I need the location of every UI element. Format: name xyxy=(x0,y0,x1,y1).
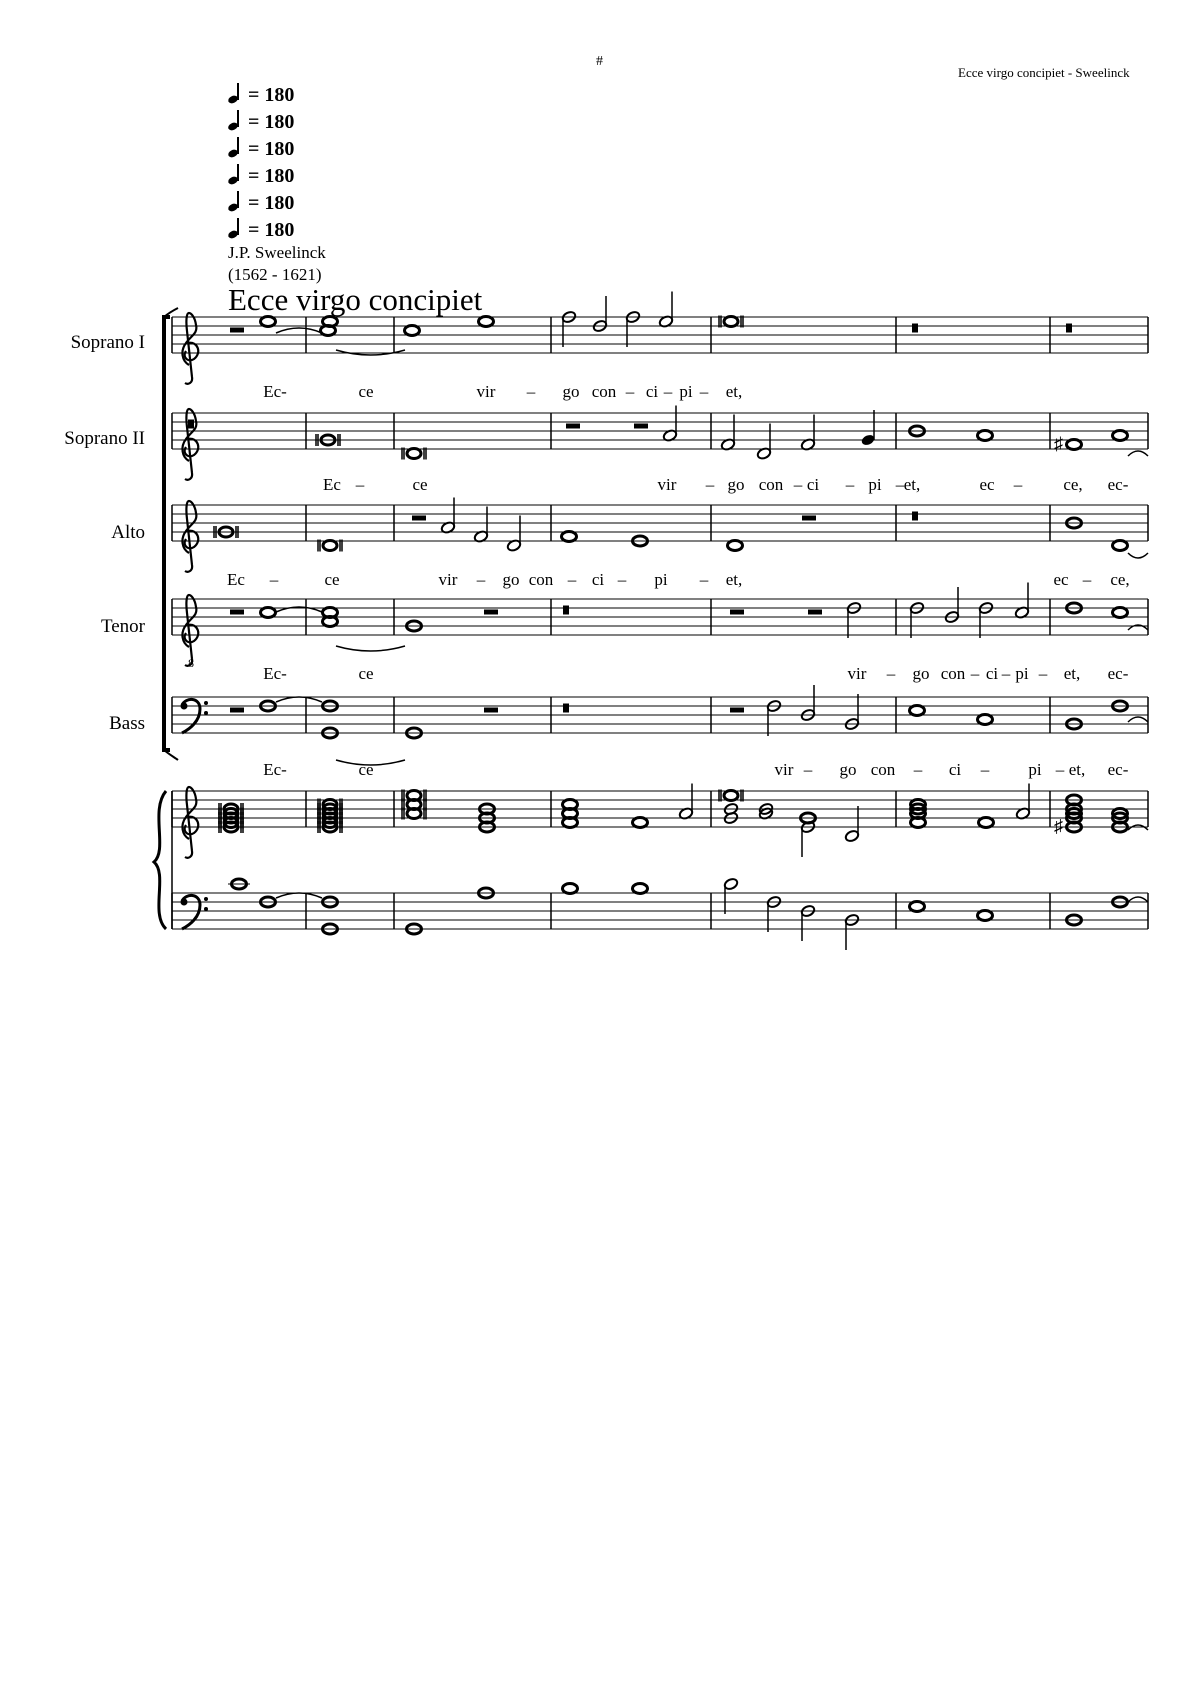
lyric-syllable: ci xyxy=(591,570,605,589)
whole-note xyxy=(562,532,577,542)
whole-note xyxy=(910,902,925,912)
whole-note xyxy=(1067,440,1082,450)
rest xyxy=(563,704,569,713)
lyric-syllable: ci xyxy=(806,475,820,494)
composer-dates: (1562 - 1621) xyxy=(228,265,322,284)
lyric-syllable: – xyxy=(699,382,709,401)
lyric-syllable: Ec- xyxy=(263,382,287,401)
lyric-syllable: – xyxy=(705,475,715,494)
tempo-mark: = 180 xyxy=(228,164,294,188)
treble-clef-icon xyxy=(182,787,198,858)
instrument-name-alto: Alto xyxy=(111,522,145,543)
whole-note xyxy=(261,317,276,327)
whole-note xyxy=(728,541,743,551)
treble-clef-icon xyxy=(182,501,198,572)
lyric-syllable: – xyxy=(476,570,486,589)
lyric-syllable: vir xyxy=(657,475,677,494)
whole-note xyxy=(479,317,494,327)
lyric-syllable: – xyxy=(699,570,709,589)
rest xyxy=(484,708,498,713)
lyric-syllable: pi xyxy=(1015,664,1029,683)
treble-clef-icon xyxy=(182,313,198,384)
tie xyxy=(1128,553,1148,558)
lyric-syllable: ec- xyxy=(1107,475,1129,494)
lyric-syllable: – xyxy=(526,382,536,401)
lyric-syllable: – xyxy=(895,475,905,494)
tie xyxy=(336,646,405,651)
whole-note xyxy=(978,911,993,921)
rest xyxy=(566,424,580,429)
page-marker: # xyxy=(596,54,603,69)
rest xyxy=(230,708,244,713)
tempo-mark: = 180 xyxy=(228,191,294,215)
rest xyxy=(188,420,194,429)
lyric-syllable: vir xyxy=(476,382,496,401)
whole-note xyxy=(978,715,993,725)
lyric-syllable: con xyxy=(758,475,784,494)
lyric-syllable: ce xyxy=(358,664,374,683)
bass-clef-icon xyxy=(181,699,209,733)
lyrics xyxy=(227,382,1130,779)
whole-note xyxy=(911,818,926,828)
whole-note xyxy=(979,818,994,828)
lyric-syllable: et, xyxy=(725,570,743,589)
tempo-mark: = 180 xyxy=(228,218,294,242)
rest xyxy=(230,328,244,333)
rest xyxy=(634,424,648,429)
lyric-syllable: ec xyxy=(1053,570,1069,589)
lyric-syllable: ec- xyxy=(1107,664,1129,683)
whole-note xyxy=(405,326,420,336)
lyric-syllable: ce xyxy=(412,475,428,494)
running-title: Ecce virgo concipiet - Sweelinck xyxy=(958,65,1130,80)
tie xyxy=(1128,717,1148,722)
whole-note xyxy=(633,884,648,894)
rest xyxy=(802,516,816,521)
lyric-syllable: – xyxy=(913,760,923,779)
lyric-syllable: – xyxy=(793,475,803,494)
lyric-syllable: con xyxy=(940,664,966,683)
lyric-syllable: ci xyxy=(948,760,962,779)
choir-bracket xyxy=(164,317,170,750)
rest xyxy=(484,610,498,615)
whole-note xyxy=(633,818,648,828)
rest xyxy=(730,610,744,615)
lyric-syllable: Ec- xyxy=(263,760,287,779)
lyric-syllable: pi xyxy=(654,570,668,589)
tempo-mark: = 180 xyxy=(228,83,294,107)
lyric-syllable: – xyxy=(886,664,896,683)
tie xyxy=(276,893,322,898)
lyric-syllable: – xyxy=(1013,475,1023,494)
lyric-syllable: go xyxy=(727,475,745,494)
rest xyxy=(230,610,244,615)
whole-note xyxy=(1113,541,1128,551)
lyric-syllable: – xyxy=(803,760,813,779)
lyric-syllable: – xyxy=(355,475,365,494)
lyric-syllable: – xyxy=(1001,664,1011,683)
lyric-syllable: – xyxy=(269,570,279,589)
lyric-syllable: pi xyxy=(679,382,693,401)
lyric-syllable: vir xyxy=(774,760,794,779)
tenor-clef-octave: 8 xyxy=(188,656,194,670)
whole-note xyxy=(323,617,338,627)
instrument-name-bass: Bass xyxy=(109,713,145,734)
lyric-syllable: con xyxy=(870,760,896,779)
instrument-name-soprano-2: Soprano II xyxy=(64,428,145,449)
sharp-accidental: ♯ xyxy=(1054,816,1063,836)
lyric-syllable: – xyxy=(617,570,627,589)
bracket-tip xyxy=(164,750,178,760)
lyric-syllable: – xyxy=(567,570,577,589)
rest xyxy=(808,610,822,615)
whole-note xyxy=(563,884,578,894)
lyric-syllable: ci xyxy=(645,382,659,401)
whole-note xyxy=(978,431,993,441)
lyric-syllable: et, xyxy=(725,382,743,401)
lyric-syllable: vir xyxy=(847,664,867,683)
lyric-syllable: con xyxy=(591,382,617,401)
lyric-syllable: go xyxy=(502,570,520,589)
lyric-syllable: – xyxy=(1082,570,1092,589)
lyric-syllable: go xyxy=(562,382,580,401)
rest xyxy=(730,708,744,713)
lyric-syllable: vir xyxy=(438,570,458,589)
tie xyxy=(1128,897,1148,902)
lyric-syllable: con xyxy=(528,570,554,589)
composer: J.P. Sweelinck xyxy=(228,243,326,262)
lyric-syllable: go xyxy=(912,664,930,683)
whole-note xyxy=(1113,431,1128,441)
lyric-syllable: – xyxy=(1038,664,1048,683)
lyric-syllable: – xyxy=(1055,760,1065,779)
rest xyxy=(412,516,426,521)
bracket-tip xyxy=(164,308,178,317)
rest xyxy=(912,324,918,333)
tie xyxy=(276,697,322,702)
lyric-syllable: et, xyxy=(903,475,921,494)
instrument-name-soprano-1: Soprano I xyxy=(70,332,145,353)
lyric-syllable: ce xyxy=(324,570,340,589)
lyric-syllable: et, xyxy=(1068,760,1086,779)
lyric-syllable: pi xyxy=(1028,760,1042,779)
rest xyxy=(912,512,918,521)
staves xyxy=(154,308,1148,929)
rest xyxy=(1066,324,1072,333)
lyric-syllable: Ec xyxy=(323,475,341,494)
lyric-syllable: ce xyxy=(358,382,374,401)
tempo-mark: = 180 xyxy=(228,137,294,161)
rest xyxy=(563,606,569,615)
lyric-syllable: Ec- xyxy=(263,664,287,683)
lyric-syllable: ec- xyxy=(1107,760,1129,779)
lyric-syllable: go xyxy=(839,760,857,779)
whole-note xyxy=(261,608,276,618)
lyric-syllable: – xyxy=(980,760,990,779)
lyric-syllable: ce, xyxy=(1063,475,1083,494)
lyric-syllable: – xyxy=(625,382,635,401)
tie xyxy=(276,328,322,333)
lyric-syllable: – xyxy=(663,382,673,401)
bass-clef-icon xyxy=(181,895,209,929)
lyric-syllable: – xyxy=(970,664,980,683)
whole-note xyxy=(1113,608,1128,618)
tempo-mark: = 180 xyxy=(228,110,294,134)
tie xyxy=(1128,451,1148,456)
lyric-syllable: pi xyxy=(868,475,882,494)
whole-note xyxy=(321,326,336,336)
whole-note xyxy=(910,706,925,716)
lyric-syllable: ce, xyxy=(1110,570,1130,589)
lyric-syllable: ci xyxy=(985,664,999,683)
instrument-name-tenor: Tenor xyxy=(100,616,145,637)
whole-note xyxy=(563,818,578,828)
lyric-syllable: et, xyxy=(1063,664,1081,683)
lyric-syllable: ce xyxy=(358,760,374,779)
lyric-syllable: – xyxy=(845,475,855,494)
piano-brace xyxy=(154,791,166,929)
sharp-accidental: ♯ xyxy=(1054,433,1063,454)
piece-title: Ecce virgo concipiet xyxy=(228,282,483,317)
lyric-syllable: Ec xyxy=(227,570,245,589)
lyric-syllable: ec xyxy=(979,475,995,494)
